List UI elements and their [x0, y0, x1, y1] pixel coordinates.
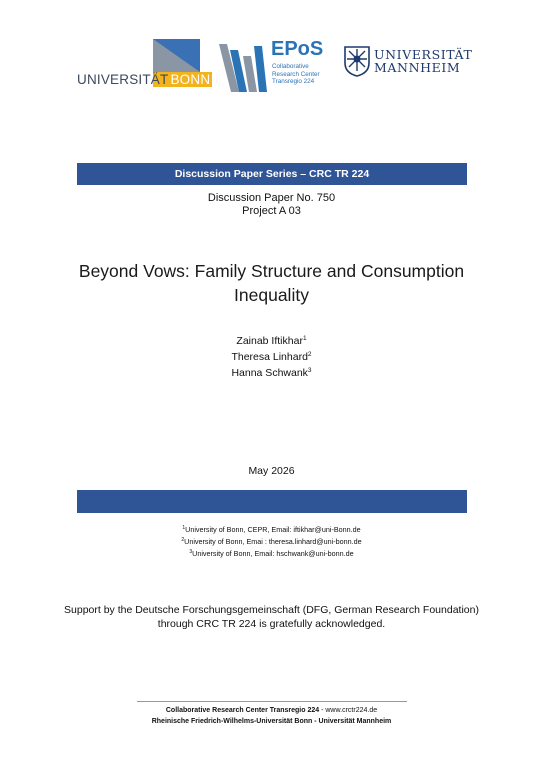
- affiliation-item: [0, 535, 543, 547]
- bonn-wordmark: [77, 72, 212, 87]
- paper-title-line2: Inequality: [234, 285, 309, 305]
- epos-emblem-icon: [217, 42, 269, 94]
- author-footnote-mark: 2: [307, 351, 312, 358]
- affiliation-mark: 2: [181, 537, 185, 543]
- paper-title-line1: Beyond Vows: Family Structure and Consumption: [78, 261, 465, 281]
- university-mannheim-logo: [343, 45, 473, 79]
- affiliation-item: [0, 523, 543, 535]
- project-label: Project A 03: [242, 205, 301, 217]
- mannheim-wordmark-line1: UNIVERSITÄT: [374, 47, 473, 62]
- affiliation-text: University of Bonn, CEPR, Email: iftikhar@uni-Bonn.de: [185, 525, 361, 534]
- series-header-label: Discussion Paper Series – CRC TR 224: [174, 168, 370, 180]
- university-bonn-logo: [77, 39, 211, 91]
- author-item: [0, 348, 543, 364]
- footer-universities: Rheinische Friedrich-Wilhelms-Universität Bonn - Universität Mannheim: [151, 718, 392, 725]
- footer-website: - www.crctr224.de: [319, 707, 378, 714]
- footer-line1: [0, 705, 543, 716]
- footer-rule: [137, 701, 407, 702]
- funding-acknowledgement: [40, 603, 503, 631]
- footer: [0, 705, 543, 727]
- epos-subtitle-line1: Collaborative: [272, 63, 309, 70]
- author-item: [0, 332, 543, 348]
- affiliation-list: [0, 523, 543, 559]
- epos-subtitle: [272, 63, 320, 86]
- paper-number: Discussion Paper No. 750: [207, 192, 336, 204]
- author-footnote-mark: 1: [302, 335, 307, 342]
- epos-subtitle-line2: Research Center: [272, 70, 320, 78]
- epos-name: EPoS: [271, 38, 324, 60]
- mannheim-wordmark: [374, 48, 472, 74]
- funding-line2: through CRC TR 224 is gratefully acknowledged.: [157, 618, 386, 630]
- affiliation-item: [0, 547, 543, 559]
- epos-logo: [217, 40, 329, 96]
- footer-center-name: Collaborative Research Center Transregio 224: [165, 707, 320, 714]
- series-header-bar: [77, 163, 467, 185]
- author-list: [0, 332, 543, 380]
- paper-title: [40, 259, 503, 307]
- author-item: [0, 364, 543, 380]
- publication-date: May 2026: [248, 465, 295, 477]
- author-name: Hanna Schwank: [231, 367, 308, 379]
- author-name: Theresa Linhard: [231, 351, 308, 363]
- affiliation-mark: 1: [182, 525, 186, 531]
- funding-line1: Support by the Deutsche Forschungsgemeinschaft (DFG, German Research Foundation): [64, 604, 479, 616]
- mannheim-wordmark-line2: MANNHEIM: [374, 60, 461, 75]
- mannheim-crest-icon: [343, 45, 371, 77]
- affiliation-mark: 3: [189, 549, 193, 555]
- author-footnote-mark: 3: [307, 367, 312, 374]
- author-name: Zainab Iftikhar: [236, 335, 303, 347]
- bonn-wordmark-prefix: UNIVERSITÄT: [77, 72, 169, 87]
- affiliation-text: University of Bonn, Emai : theresa.linhard@uni-bonn.de: [184, 537, 362, 546]
- affiliation-text: University of Bonn, Email: hschwank@uni-bonn.de: [192, 549, 354, 558]
- epos-subtitle-line3: Transregio 224: [272, 78, 315, 85]
- divider-bar: [77, 490, 467, 513]
- bonn-wordmark-highlight: BONN: [170, 72, 211, 87]
